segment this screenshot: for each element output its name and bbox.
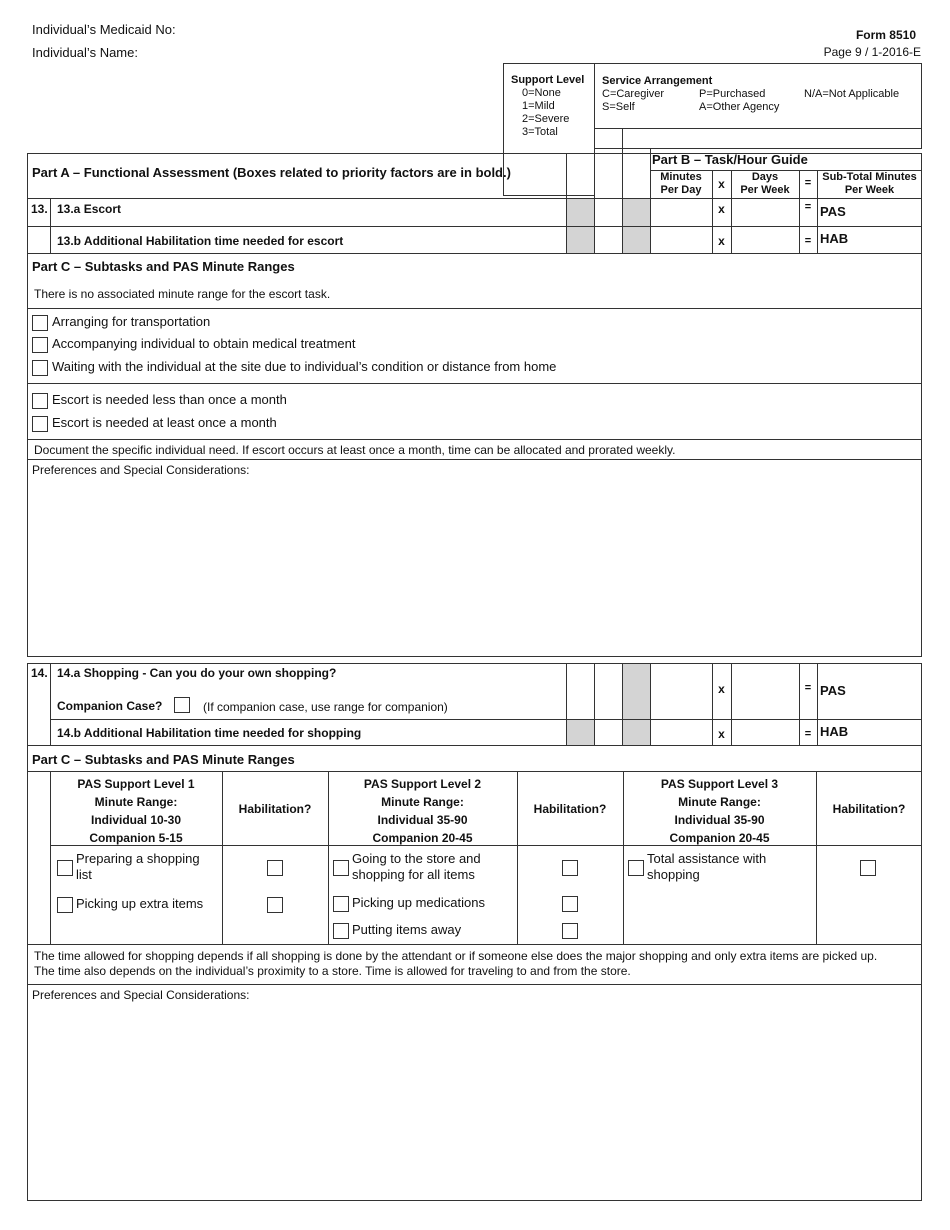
checkbox-extra-items[interactable]	[57, 897, 73, 913]
prefs-label-14: Preferences and Special Considerations:	[32, 988, 250, 1002]
result-13b-hab: HAB	[820, 231, 849, 246]
result-14b-hab: HAB	[820, 724, 849, 739]
prefs-area-13[interactable]	[30, 480, 918, 652]
hab-checkbox-medications[interactable]	[562, 896, 578, 912]
item-14-number: 14.	[31, 666, 48, 680]
result-13a-pas: PAS	[820, 204, 846, 219]
prefs-area-14[interactable]	[30, 1005, 918, 1197]
days-per-week-13a[interactable]	[732, 199, 798, 225]
subtask-extra-items: Picking up extra items	[76, 896, 204, 911]
part-a-title: Part A – Functional Assessment (Boxes related to priority factors are in bold.)	[32, 165, 511, 180]
hab-checkbox-putting-away[interactable]	[562, 923, 578, 939]
escort-less-monthly: Escort is needed less than once a month	[52, 392, 287, 407]
times-sign-13a: x	[718, 202, 725, 216]
equals-sign-13a: =	[804, 201, 812, 213]
level2-header: PAS Support Level 2 Minute Range: Individual 35-90 Companion 20-45	[363, 777, 482, 845]
habilitation-header-2: Habilitation?	[533, 802, 607, 816]
item-13-number: 13.	[31, 202, 48, 216]
checkbox-companion-case[interactable]	[174, 697, 190, 713]
checkbox-arranging-transport[interactable]	[32, 315, 48, 331]
prefs-label-13: Preferences and Special Considerations:	[32, 463, 250, 477]
days-per-week-14a[interactable]	[732, 664, 798, 718]
part-c-title-13: Part C – Subtasks and PAS Minute Ranges	[32, 259, 295, 274]
days-per-week-13b[interactable]	[732, 227, 798, 252]
arr-purchased: P=Purchased	[699, 88, 766, 100]
companion-case-label: Companion Case?	[57, 699, 163, 713]
checkbox-medications[interactable]	[333, 896, 349, 912]
hab-checkbox-preparing-list[interactable]	[267, 860, 283, 876]
minutes-per-day-13b[interactable]	[651, 227, 711, 252]
minutes-per-day-header: Minutes Per Day	[660, 171, 702, 196]
subtask-medications: Picking up medications	[352, 895, 485, 910]
document-note: Document the specific individual need. If escort occurs at least once a month, time can be allocated and prorated weekly.	[34, 443, 676, 457]
support-level-items: 0=None 1=Mild 2=Severe 3=Total	[522, 87, 570, 138]
checkbox-preparing-list[interactable]	[57, 860, 73, 876]
days-per-week-14b[interactable]	[732, 720, 798, 744]
subtask-total-assistance: Total assistance with shopping	[647, 851, 767, 882]
page-info: Page 9 / 1-2016-E	[823, 45, 921, 59]
habilitation-header-1: Habilitation?	[238, 802, 312, 816]
times-sign-13b: x	[718, 234, 725, 248]
hab-checkbox-total-assistance[interactable]	[860, 860, 876, 876]
support-level-title: Support Level	[511, 74, 585, 86]
times-sign: x	[718, 177, 725, 191]
medicaid-no-label: Individual’s Medicaid No:	[32, 22, 176, 37]
checkbox-total-assistance[interactable]	[628, 860, 644, 876]
service-arrangement-title: Service Arrangement	[602, 75, 713, 87]
subtask-putting-away: Putting items away	[352, 922, 462, 937]
arr-not-applicable: N/A=Not Applicable	[804, 88, 900, 100]
habilitation-header-3: Habilitation?	[832, 802, 906, 816]
equals-sign-13b: =	[804, 235, 812, 247]
level1-header: PAS Support Level 1 Minute Range: Individual 10-30 Companion 5-15	[77, 777, 195, 845]
checkbox-accompanying[interactable]	[32, 337, 48, 353]
minutes-per-day-13a[interactable]	[651, 199, 711, 225]
minutes-per-day-14a[interactable]	[651, 664, 711, 718]
checkbox-escort-monthly[interactable]	[32, 416, 48, 432]
subtask-accompanying: Accompanying individual to obtain medical treatment	[52, 336, 356, 351]
days-per-week-header: Days Per Week	[740, 171, 790, 196]
subtask-waiting: Waiting with the individual at the site due to individual’s condition or distance from home	[52, 359, 557, 374]
times-sign-14b: x	[718, 727, 725, 741]
item-14a-label: 14.a Shopping - Can you do your own shopping?	[57, 666, 337, 680]
item-13b-label: 13.b Additional Habilitation time needed for escort	[57, 234, 344, 248]
times-sign-14a: x	[718, 682, 725, 696]
minutes-per-day-14b[interactable]	[651, 720, 711, 744]
arr-self: S=Self	[602, 101, 635, 113]
no-minute-range-note: There is no associated minute range for the escort task.	[34, 287, 331, 301]
shopping-note-1: The time allowed for shopping depends if all shopping is done by the attendant or if someone else does the major shopping and only extra items are picked up.	[34, 949, 878, 963]
part-b-title: Part B – Task/Hour Guide	[652, 152, 808, 167]
hab-checkbox-store-all-items[interactable]	[562, 860, 578, 876]
level3-header: PAS Support Level 3 Minute Range: Individual 35-90 Companion 20-45	[660, 777, 779, 845]
arr-caregiver: C=Caregiver	[602, 88, 665, 100]
checkbox-store-all-items[interactable]	[333, 860, 349, 876]
result-14a-pas: PAS	[820, 683, 846, 698]
subtask-store-all-items: Going to the store and shopping for all items	[352, 851, 481, 882]
equals-sign: =	[804, 177, 812, 189]
hab-checkbox-extra-items[interactable]	[267, 897, 283, 913]
companion-case-note: (If companion case, use range for companion)	[203, 700, 448, 714]
checkbox-escort-less-monthly[interactable]	[32, 393, 48, 409]
subtask-preparing-list: Preparing a shopping list	[76, 851, 200, 882]
checkbox-waiting[interactable]	[32, 360, 48, 376]
equals-sign-14a: =	[804, 682, 812, 694]
escort-monthly: Escort is needed at least once a month	[52, 415, 277, 430]
subtask-arranging-transport: Arranging for transportation	[52, 314, 211, 329]
item-13a-label: 13.a Escort	[57, 202, 122, 216]
item-14b-label: 14.b Additional Habilitation time needed for shopping	[57, 726, 362, 740]
form-number: Form 8510	[855, 28, 916, 42]
arr-other-agency: A=Other Agency	[699, 101, 780, 113]
individual-name-label: Individual’s Name:	[32, 45, 138, 60]
checkbox-putting-away[interactable]	[333, 923, 349, 939]
shopping-note-2: The time also depends on the individual’s proximity to a store. Time is allowed for traveling to and from the store.	[34, 964, 631, 978]
subtotal-header: Sub-Total Minutes Per Week	[822, 171, 917, 196]
part-c-title-14: Part C – Subtasks and PAS Minute Ranges	[32, 752, 295, 767]
equals-sign-14b: =	[804, 728, 812, 740]
